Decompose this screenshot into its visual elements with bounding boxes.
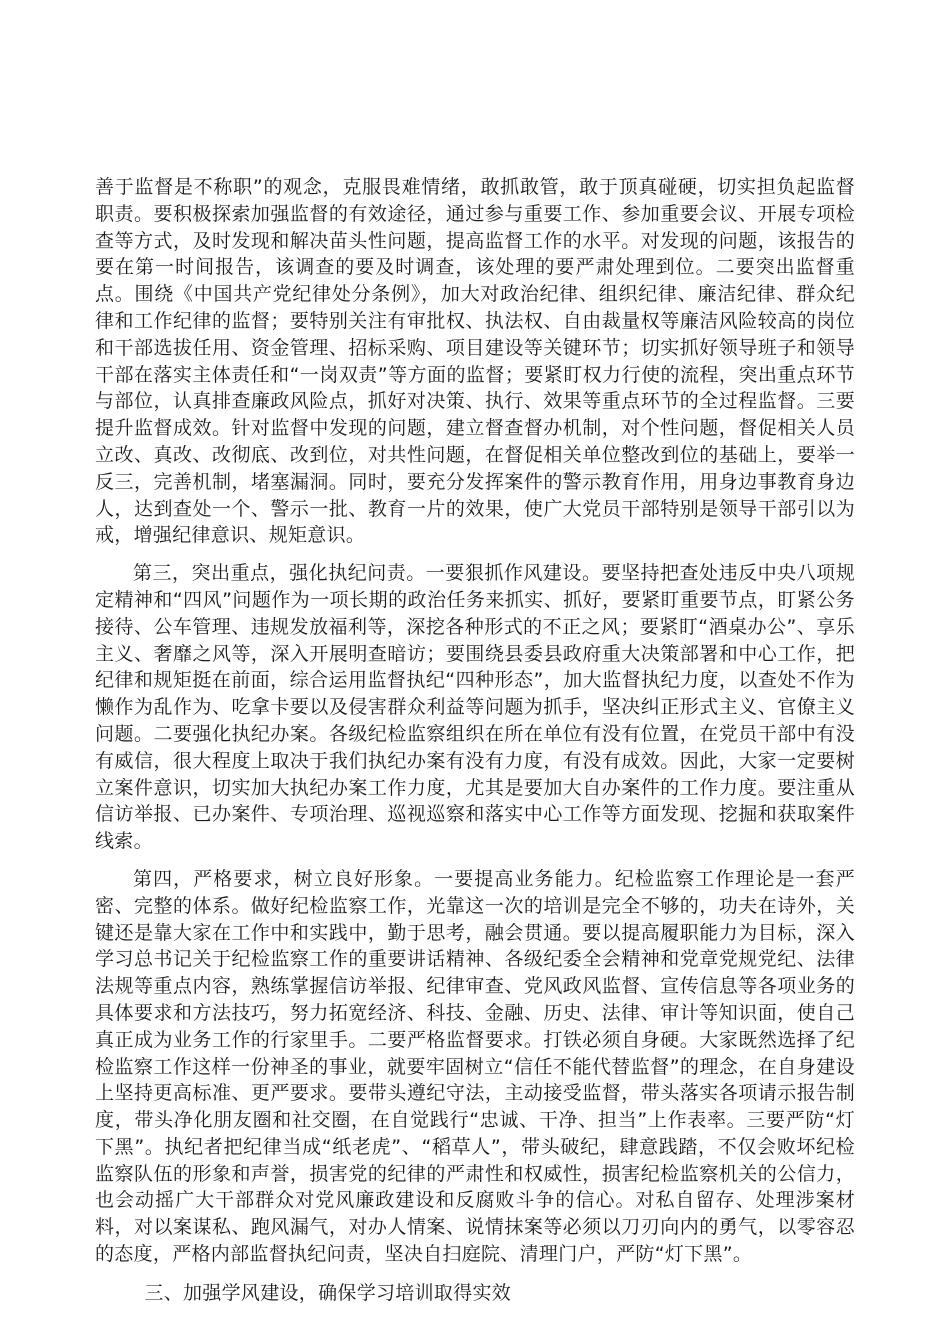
- document-page: [95, 174, 855, 1307]
- section-heading: 三、加强学风建设，确保学习培训取得实效: [144, 1281, 512, 1304]
- paragraph-fourth-image: 第四，严格要求，树立良好形象。一要提高业务能力。纪检监察工作理论是一套严密、完整的体系。做好纪检监察工作，光靠这一次的培训是完全不够的，功夫在诗外，关键还是靠大家在工作中和实践中，勤于思考，融会贯通。要以提高履职能力为目标，深入学习总书记关于纪检监察工作的重要讲话精神、各级纪委全会精神和党章党规党纪、法律法规等重点内容，熟练掌握信访举报、纪律审查、党风政风监督、宣传信息等各项业务的具体要求和方法技巧，努力拓宽经济、科技、金融、历史、法律、审计等知识面，使自己真正成为业务工作的行家里手。二要严格监督要求。打铁必须自身硬。大家既然选择了纪检监察工作这样一份神圣的事业，就要牢固树立“信任不能代替监督”的理念，在自身建设上坚持更高标准、更严要求。要带头遵纪守法，主动接受监督，带头落实各项请示报告制度，带头净化朋友圈和社交圈，在自觉践行“忠诚、干净、担当”上作表率。三要严防“灯下黑”。执纪者把纪律当成“纸老虎”、“稻草人”，带头破纪，肆意践踏，不仅会败坏纪检监察队伍的形象和声誉，损害党的纪律的严肃性和权威性，损害纪检监察机关的公信力，也会动摇广大干部群众对党风廉政建设和反腐败斗争的信心。对私自留存、处理涉案材料，对以案谋私、跑风漏气，对办人情案、说情抹案等必须以刀刃向内的勇气，以零容忍的态度，严格内部监督执纪问责，坚决自扫庭院、清理门户，严防“灯下黑”。: [95, 867, 855, 1266]
- paragraph-supervision-duties: 善于监督是不称职”的观念，克服畏难情绪，敢抓敢管，敢于顶真碰硬，切实担负起监督职责。要积极探索加强监督的有效途径，通过参与重要工作、参加重要会议、开展专项检查等方式，及时发现和解决苗头性问题，提高监督工作的水平。对发现的问题，该报告的要在第一时间报告，该调查的要及时调查，该处理的要严肃处理到位。二要突出监督重点。围绕《中国共产党纪律处分条例》，加大对政治纪律、组织纪律、廉洁纪律、群众纪律和工作纪律的监督；要特别关注有审批权、执法权、自由裁量权等廉洁风险较高的岗位和干部选拔任用、资金管理、招标采购、项目建设等关键环节；切实抓好领导班子和领导干部在落实主体责任和“一岗双责”等方面的监督；要紧盯权力行使的流程，突出重点环节与部位，认真排查廉政风险点，抓好对决策、执行、效果等重点环节的全过程监督。三要提升监督成效。针对监督中发现的问题，建立督查督办机制，对个性问题，督促相关人员立改、真改、改彻底、改到位，对共性问题，在督促相关单位整改到位的基础上，要举一反三，完善机制，堵塞漏洞。同时，要充分发挥案件的警示教育作用，用身边事教育身边人，达到查处一个、警示一批、教育一片的效果，使广大党员干部特别是领导干部引以为戒，增强纪律意识、规矩意识。: [95, 176, 855, 547]
- paragraph-third-enforcement: 第三，突出重点，强化执纪问责。一要狠抓作风建设。要坚持把查处违反中央八项规定精神和“四风”问题作为一项长期的政治任务来抓实、抓好，要紧盯重要节点，盯紧公务接待、公车管理、违规发放福利等，深挖各种形式的不正之风；要紧盯“酒桌办公”、享乐主义、奢靡之风等，深入开展明查暗访；要围绕县委县政府重大决策部署和中心工作，把纪律和规矩挺在前面，综合运用监督执纪“四种形态”，加大监督执纪力度，以查处不作为懒作为乱作为、吃拿卡要以及侵害群众利益等问题为抓手，坚决纠正形式主义、官僚主义问题。二要强化执纪办案。各级纪检监察组织在所在单位有没有位置，在党员干部中有没有威信，很大程度上取决于我们执纪办案有没有力度，有没有成效。因此，大家一定要树立案件意识，切实加大执纪办案工作力度，尤其是要加大自办案件的工作力度。要注重从信访举报、已办案件、专项治理、巡视巡察和落实中心工作等方面发现、挖掘和获取案件线索。: [95, 562, 855, 853]
